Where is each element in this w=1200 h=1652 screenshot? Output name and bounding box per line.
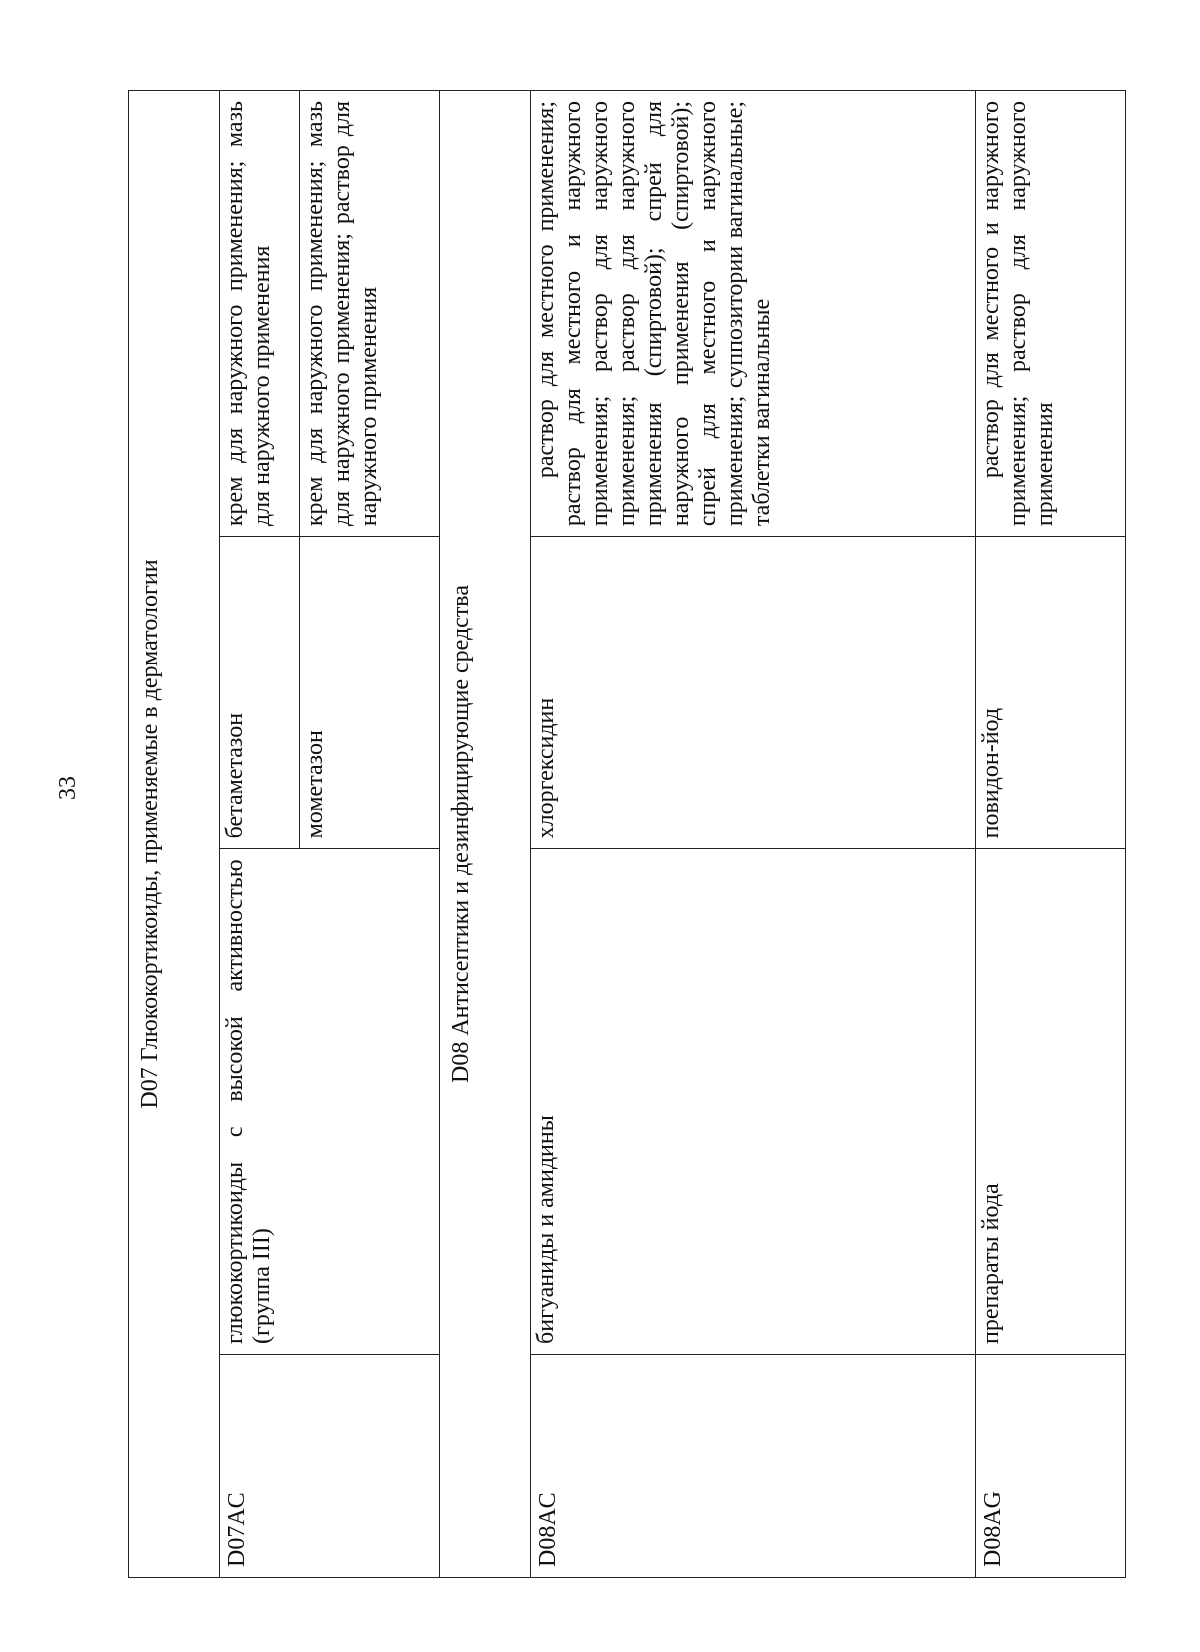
- group-name-d08ag: препараты йода: [976, 849, 1126, 1355]
- page-number: 33: [55, 776, 81, 800]
- table-row: [976, 91, 1126, 1578]
- group-name-d08ac: бигуаниды и амидины: [531, 849, 976, 1355]
- drug-table-grid: [128, 90, 1126, 1578]
- drug-forms-povidone-iodine: раствор для местного и наружного применения; раствор для наружного применения: [976, 91, 1126, 537]
- section-heading-d08: D08 Антисептики и дезинфицирующие средства: [440, 91, 531, 1578]
- drug-name-chlorhexidine: хлоргексидин: [531, 537, 976, 849]
- drug-name-povidone-iodine: повидон-йод: [976, 537, 1126, 849]
- atc-code-d08ac: D08AC: [531, 1354, 976, 1577]
- group-name-d07ac: глюкокортикоиды с высокой активностью (группа III): [220, 849, 440, 1355]
- drug-forms-betamethasone: крем для наружного применения; мазь для наружного применения: [220, 91, 300, 537]
- drug-forms-chlorhexidine: раствор для местного применения; раствор для местного и наружного применения; раствор для наружного применения; раствор для наружного применения (спиртовой); спрей для наружного применения (спиртовой); спрей для местного и наружного применения; суппозитории вагинальные; таблетки вагинальные: [531, 91, 976, 537]
- drug-forms-mometasone: крем для наружного применения; мазь для наружного применения; раствор для наружного применения: [300, 91, 440, 537]
- drug-name-betamethasone: бетаметазон: [220, 537, 300, 849]
- atc-code-d07ac: D07AC: [220, 1354, 440, 1577]
- section-heading-row-d07: [129, 91, 220, 1578]
- section-heading-row-d08: [440, 91, 531, 1578]
- section-heading-d07: D07 Глюкокортикоиды, применяемые в дерматологии: [129, 91, 220, 1578]
- atc-code-d08ag: D08AG: [976, 1354, 1126, 1577]
- table-row: [220, 91, 300, 1578]
- drug-table: [128, 90, 1073, 1578]
- table-row: [531, 91, 976, 1578]
- drug-name-mometasone: мометазон: [300, 537, 440, 849]
